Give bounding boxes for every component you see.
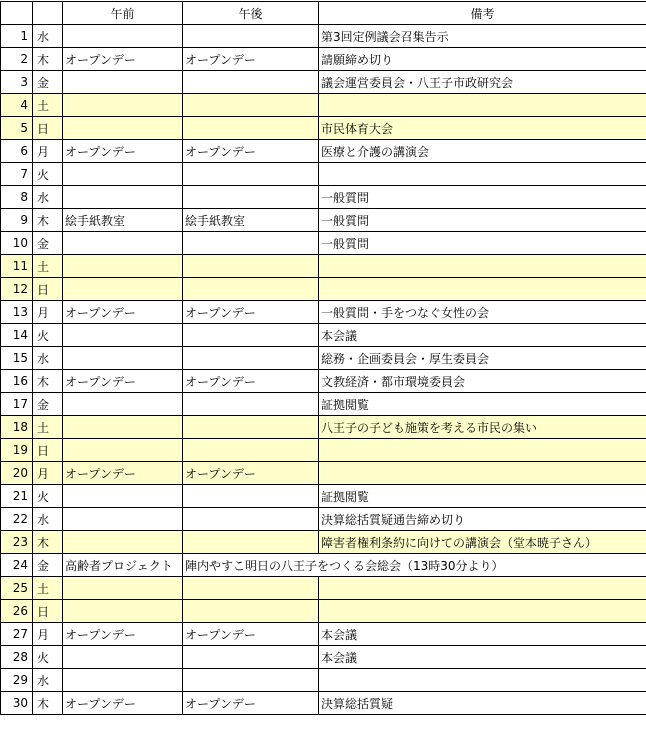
day-cell: 28 <box>1 646 33 669</box>
day-cell: 18 <box>1 416 33 439</box>
table-row <box>1 623 646 646</box>
am-cell: オープンデー <box>63 370 183 393</box>
note-cell: 一般質問・手をつなぐ女性の会 <box>319 301 646 324</box>
note-cell: 本会議 <box>319 324 646 347</box>
note-cell: 証拠閲覧 <box>319 393 646 416</box>
am-cell <box>63 669 183 692</box>
pm-cell: オープンデー <box>183 301 319 324</box>
note-cell: 障害者権利条約に向けての講演会（堂本暁子さん） <box>319 531 646 554</box>
am-cell <box>63 393 183 416</box>
table-row <box>1 439 646 462</box>
pm-cell <box>183 278 319 301</box>
pm-cell <box>183 531 319 554</box>
note-cell <box>319 439 646 462</box>
day-cell: 30 <box>1 692 33 715</box>
day-cell: 11 <box>1 255 33 278</box>
am-cell <box>63 577 183 600</box>
table-row <box>1 347 646 370</box>
note-cell: 議会運営委員会・八王子市政研究会 <box>319 71 646 94</box>
am-cell: オープンデー <box>63 48 183 71</box>
table-row <box>1 140 646 163</box>
note-cell: 市民体育大会 <box>319 117 646 140</box>
pm-cell: オープンデー <box>183 48 319 71</box>
pm-cell <box>183 600 319 623</box>
weekday-cell: 木 <box>33 370 63 393</box>
note-cell: 証拠閲覧 <box>319 485 646 508</box>
table-row <box>1 94 646 117</box>
schedule-table <box>0 1 646 715</box>
pm-cell: オープンデー <box>183 462 319 485</box>
am-cell <box>63 232 183 255</box>
table-row <box>1 600 646 623</box>
am-cell <box>63 531 183 554</box>
weekday-cell: 木 <box>33 692 63 715</box>
weekday-cell: 土 <box>33 416 63 439</box>
table-row <box>1 186 646 209</box>
weekday-cell: 月 <box>33 623 63 646</box>
weekday-cell: 金 <box>33 71 63 94</box>
header-weekday <box>33 2 63 25</box>
note-cell: 第3回定例議会召集告示 <box>319 25 646 48</box>
am-cell <box>63 416 183 439</box>
day-cell: 20 <box>1 462 33 485</box>
weekday-cell: 水 <box>33 186 63 209</box>
am-cell <box>63 71 183 94</box>
weekday-cell: 日 <box>33 439 63 462</box>
weekday-cell: 月 <box>33 140 63 163</box>
table-row <box>1 554 646 577</box>
am-cell <box>63 117 183 140</box>
weekday-cell: 火 <box>33 163 63 186</box>
am-cell <box>63 25 183 48</box>
weekday-cell: 日 <box>33 117 63 140</box>
header-note: 備考 <box>319 2 646 25</box>
note-cell: 決算総括質疑 <box>319 692 646 715</box>
header-am: 午前 <box>63 2 183 25</box>
weekday-cell: 水 <box>33 347 63 370</box>
am-cell <box>63 186 183 209</box>
day-cell: 22 <box>1 508 33 531</box>
day-cell: 9 <box>1 209 33 232</box>
weekday-cell: 月 <box>33 462 63 485</box>
am-cell: オープンデー <box>63 301 183 324</box>
am-cell: 高齢者プロジェクト <box>63 554 183 577</box>
pm-cell <box>183 163 319 186</box>
pm-cell: オープンデー <box>183 370 319 393</box>
weekday-cell: 土 <box>33 255 63 278</box>
am-cell <box>63 508 183 531</box>
note-cell: 本会議 <box>319 646 646 669</box>
table-row <box>1 646 646 669</box>
table-row <box>1 163 646 186</box>
day-cell: 19 <box>1 439 33 462</box>
day-cell: 4 <box>1 94 33 117</box>
day-cell: 24 <box>1 554 33 577</box>
note-cell <box>319 669 646 692</box>
day-cell: 7 <box>1 163 33 186</box>
table-row <box>1 462 646 485</box>
pm-cell: オープンデー <box>183 140 319 163</box>
header-pm: 午後 <box>183 2 319 25</box>
note-cell <box>319 577 646 600</box>
note-cell <box>319 462 646 485</box>
pm-cell <box>183 25 319 48</box>
table-row <box>1 117 646 140</box>
table-row <box>1 577 646 600</box>
day-cell: 14 <box>1 324 33 347</box>
pm-cell <box>183 347 319 370</box>
note-cell: 医療と介護の講演会 <box>319 140 646 163</box>
pm-cell <box>183 255 319 278</box>
pm-cell <box>183 324 319 347</box>
weekday-cell: 水 <box>33 25 63 48</box>
pm-cell <box>183 646 319 669</box>
table-row <box>1 416 646 439</box>
pm-cell <box>183 393 319 416</box>
note-cell: 本会議 <box>319 623 646 646</box>
weekday-cell: 金 <box>33 393 63 416</box>
am-cell: オープンデー <box>63 692 183 715</box>
pm-cell <box>183 94 319 117</box>
day-cell: 1 <box>1 25 33 48</box>
am-cell: 絵手紙教室 <box>63 209 183 232</box>
table-row <box>1 370 646 393</box>
weekday-cell: 火 <box>33 324 63 347</box>
weekday-cell: 土 <box>33 577 63 600</box>
weekday-cell: 水 <box>33 669 63 692</box>
note-cell: 請願締め切り <box>319 48 646 71</box>
day-cell: 17 <box>1 393 33 416</box>
table-row <box>1 393 646 416</box>
pm-cell <box>183 439 319 462</box>
day-cell: 12 <box>1 278 33 301</box>
weekday-cell: 火 <box>33 646 63 669</box>
am-cell: オープンデー <box>63 623 183 646</box>
table-row <box>1 48 646 71</box>
am-cell <box>63 485 183 508</box>
day-cell: 2 <box>1 48 33 71</box>
day-cell: 25 <box>1 577 33 600</box>
note-cell <box>319 255 646 278</box>
note-cell: 一般質問 <box>319 209 646 232</box>
am-cell <box>63 163 183 186</box>
pm-cell <box>183 485 319 508</box>
pm-cell: オープンデー <box>183 692 319 715</box>
day-cell: 6 <box>1 140 33 163</box>
weekday-cell: 水 <box>33 508 63 531</box>
table-row <box>1 25 646 48</box>
table-row <box>1 669 646 692</box>
weekday-cell: 土 <box>33 94 63 117</box>
table-row <box>1 71 646 94</box>
day-cell: 3 <box>1 71 33 94</box>
am-cell: オープンデー <box>63 462 183 485</box>
pm-cell <box>183 117 319 140</box>
header-day <box>1 2 33 25</box>
table-row <box>1 301 646 324</box>
pm-cell: 陣内やすこ明日の八王子をつくる会総会（13時30分より） <box>183 554 646 577</box>
weekday-cell: 日 <box>33 600 63 623</box>
note-cell <box>319 94 646 117</box>
day-cell: 23 <box>1 531 33 554</box>
pm-cell <box>183 232 319 255</box>
note-cell: 八王子の子ども施策を考える市民の集い <box>319 416 646 439</box>
table-row <box>1 508 646 531</box>
day-cell: 10 <box>1 232 33 255</box>
am-cell <box>63 646 183 669</box>
day-cell: 29 <box>1 669 33 692</box>
weekday-cell: 火 <box>33 485 63 508</box>
day-cell: 16 <box>1 370 33 393</box>
table-row <box>1 485 646 508</box>
note-cell: 文教経済・都市環境委員会 <box>319 370 646 393</box>
day-cell: 21 <box>1 485 33 508</box>
day-cell: 27 <box>1 623 33 646</box>
am-cell <box>63 255 183 278</box>
table-row <box>1 692 646 715</box>
table-row <box>1 209 646 232</box>
note-cell <box>319 163 646 186</box>
pm-cell <box>183 669 319 692</box>
day-cell: 15 <box>1 347 33 370</box>
pm-cell <box>183 416 319 439</box>
pm-cell <box>183 577 319 600</box>
am-cell <box>63 324 183 347</box>
am-cell <box>63 94 183 117</box>
pm-cell <box>183 71 319 94</box>
note-cell: 一般質問 <box>319 232 646 255</box>
weekday-cell: 木 <box>33 209 63 232</box>
table-row <box>1 278 646 301</box>
am-cell <box>63 347 183 370</box>
pm-cell <box>183 186 319 209</box>
day-cell: 8 <box>1 186 33 209</box>
am-cell <box>63 439 183 462</box>
weekday-cell: 日 <box>33 278 63 301</box>
am-cell <box>63 600 183 623</box>
day-cell: 5 <box>1 117 33 140</box>
weekday-cell: 金 <box>33 232 63 255</box>
pm-cell: 絵手紙教室 <box>183 209 319 232</box>
am-cell <box>63 278 183 301</box>
table-row <box>1 255 646 278</box>
note-cell: 一般質問 <box>319 186 646 209</box>
table-row <box>1 232 646 255</box>
weekday-cell: 木 <box>33 48 63 71</box>
pm-cell: オープンデー <box>183 623 319 646</box>
note-cell: 総務・企画委員会・厚生委員会 <box>319 347 646 370</box>
table-row <box>1 324 646 347</box>
note-cell <box>319 600 646 623</box>
note-cell <box>319 278 646 301</box>
pm-cell <box>183 508 319 531</box>
header-row <box>1 2 646 25</box>
weekday-cell: 金 <box>33 554 63 577</box>
table-row <box>1 531 646 554</box>
day-cell: 26 <box>1 600 33 623</box>
weekday-cell: 木 <box>33 531 63 554</box>
weekday-cell: 月 <box>33 301 63 324</box>
am-cell: オープンデー <box>63 140 183 163</box>
day-cell: 13 <box>1 301 33 324</box>
note-cell: 決算総括質疑通告締め切り <box>319 508 646 531</box>
